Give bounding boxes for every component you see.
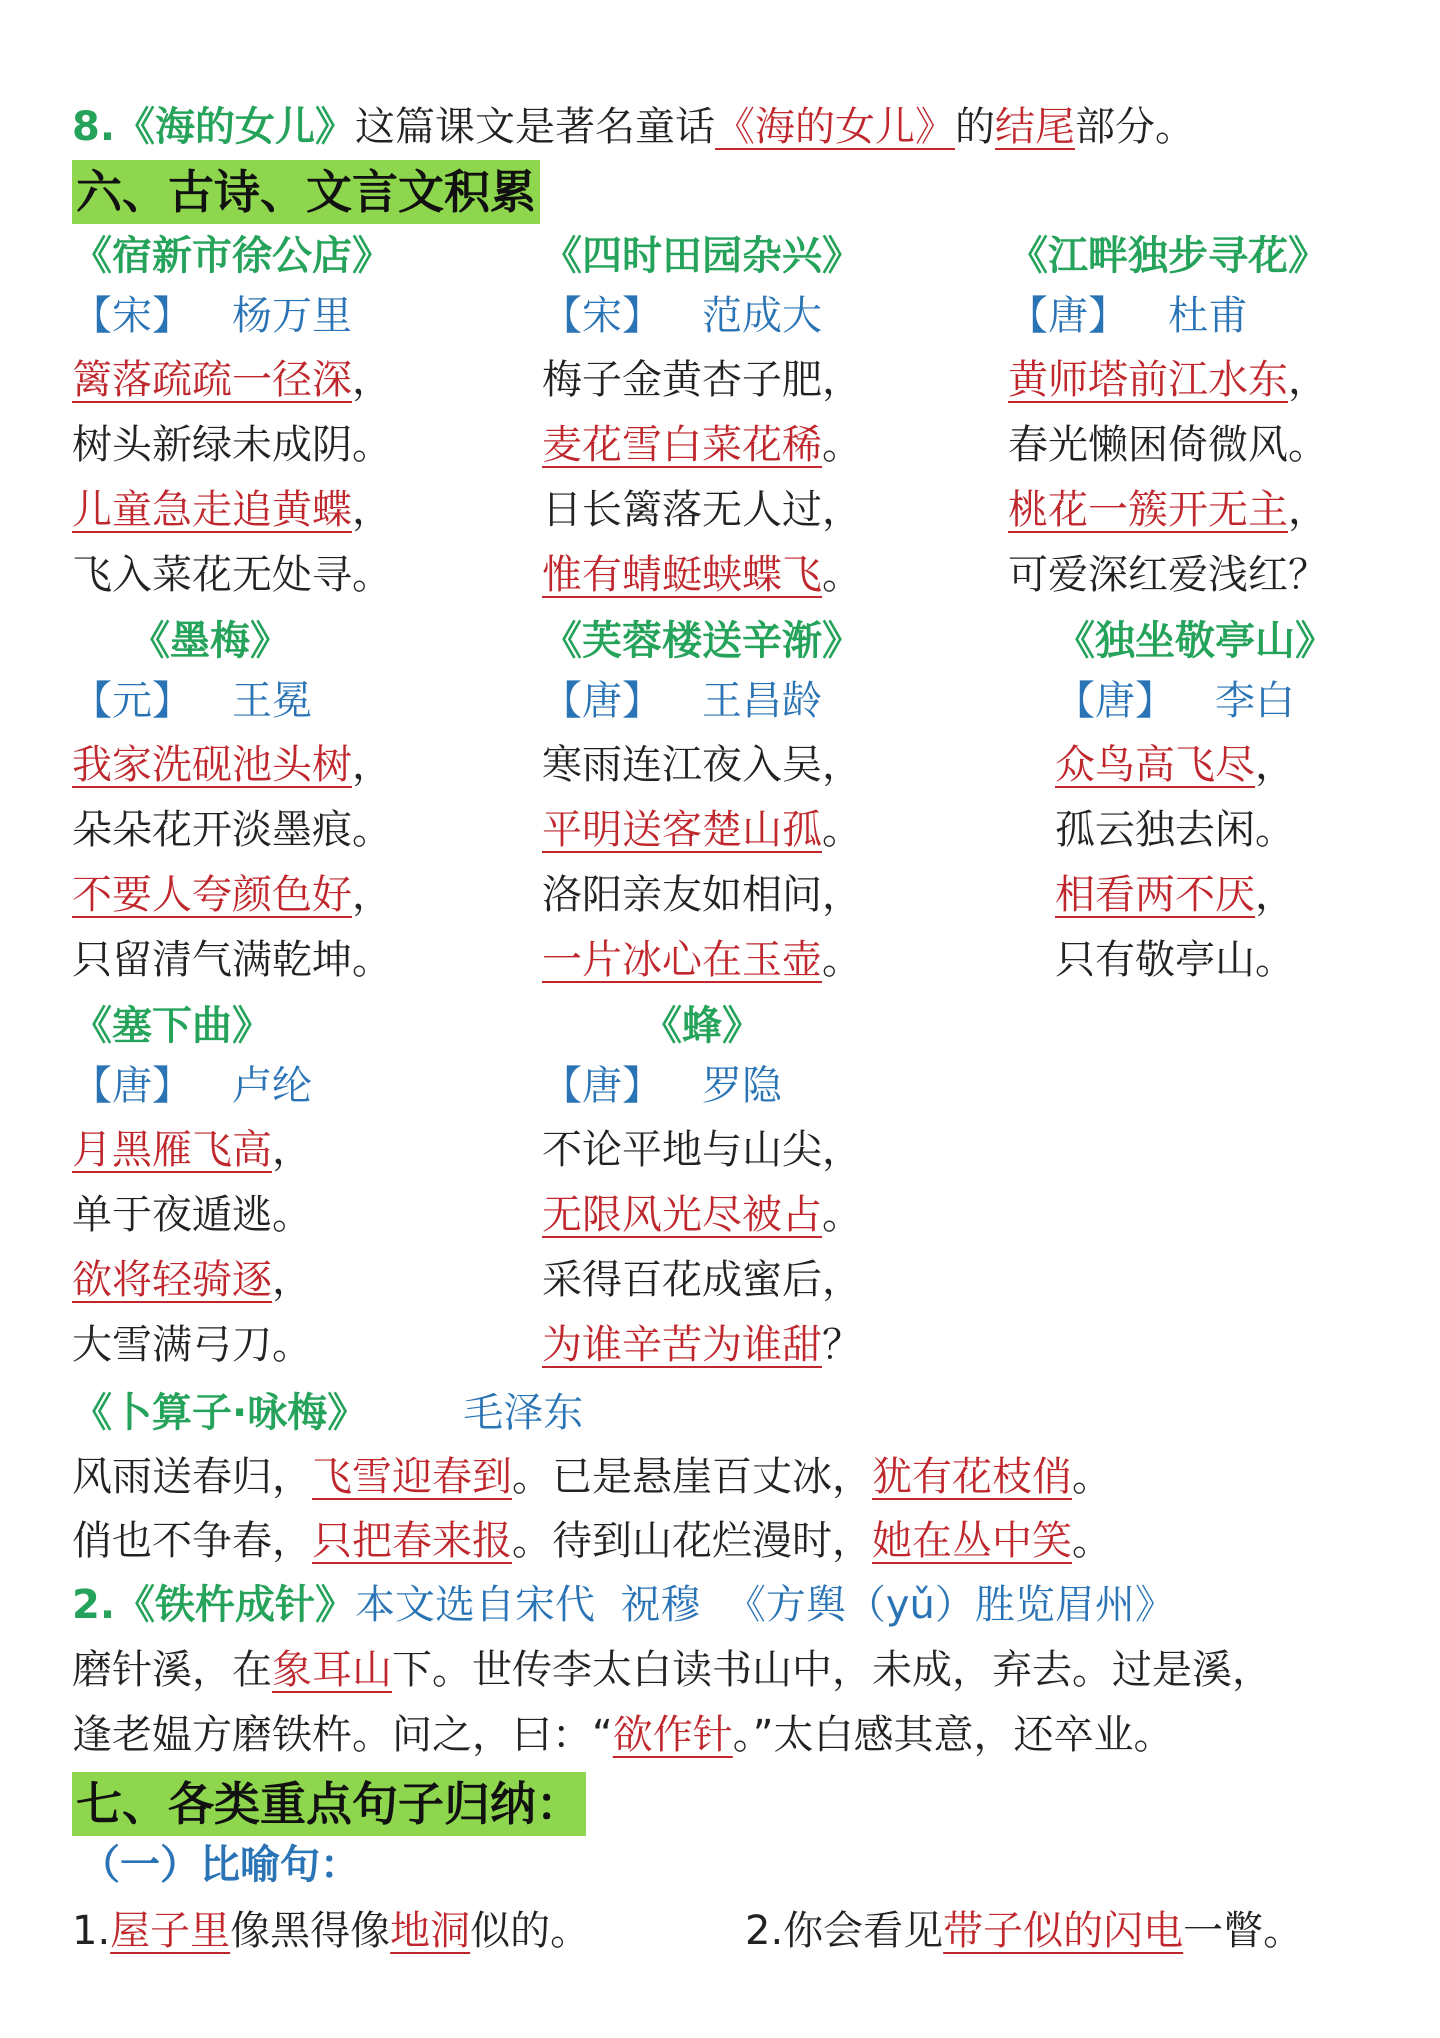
- punctuation: ，: [822, 1127, 862, 1173]
- highlight-text: 平明送客楚山孤: [542, 807, 822, 853]
- punctuation: ，: [822, 357, 862, 403]
- poem-line-text: 可爱深红爱浅红: [1008, 552, 1288, 598]
- poem-block: [542, 613, 862, 993]
- poem-author: 杨万里: [232, 293, 352, 339]
- poem-author: 杜甫: [1168, 293, 1248, 339]
- poem-author: 罗隐: [702, 1063, 782, 1109]
- poem-title: 《芙蓉楼送辛渐》: [542, 618, 862, 664]
- poem-line: [542, 478, 862, 543]
- highlight-text: 她在丛中笑: [872, 1518, 1072, 1564]
- punctuation: ，: [1288, 487, 1328, 533]
- poem-author-line: [1008, 284, 1328, 348]
- poem-line-text: 春光懒困倚微风: [1008, 422, 1288, 468]
- poem-dynasty: 【宋】: [542, 293, 662, 339]
- highlight-text: 相看两不厌: [1055, 872, 1255, 918]
- item-text: 这篇课文是著名童话: [355, 104, 716, 150]
- punctuation: 。: [1255, 937, 1295, 983]
- highlight-text: 地洞: [390, 1908, 471, 1954]
- poem-line: [72, 413, 392, 478]
- text-segment: 1.: [72, 1908, 111, 1954]
- poem-line-text: 日长篱落无人过: [542, 487, 822, 533]
- poem-line: [542, 1118, 862, 1183]
- punctuation: 。: [352, 552, 392, 598]
- poem-line-text: 大雪满弓刀: [72, 1322, 272, 1368]
- punctuation: ，: [822, 872, 862, 918]
- item-number: 8.: [72, 104, 116, 150]
- poem-line: [542, 413, 862, 478]
- poem-author-line: [72, 284, 392, 348]
- item-number: 2.: [72, 1582, 116, 1628]
- punctuation: 。: [822, 1192, 862, 1238]
- poem-line-text: 孤云独去闲: [1055, 807, 1255, 853]
- busuanzi-header: [72, 1388, 583, 1438]
- punctuation: ，: [352, 872, 392, 918]
- punctuation: 。: [1255, 807, 1295, 853]
- poem-block: [542, 228, 862, 608]
- poem-line: [1008, 348, 1328, 413]
- poem-dynasty: 【唐】: [542, 678, 662, 724]
- text-segment: 2.你会看见: [745, 1908, 944, 1954]
- highlight-text: 麦花雪白菜花稀: [542, 422, 822, 468]
- tiechu-header: [72, 1580, 1175, 1630]
- text-segment: 似的。: [470, 1908, 591, 1954]
- poem-line-text: 飞入菜花无处寻: [72, 552, 352, 598]
- poem-line: [72, 1183, 312, 1248]
- poem-author-line: [542, 1054, 862, 1118]
- highlight-text: 欲将轻骑逐: [72, 1257, 272, 1303]
- busuanzi-line: [72, 1516, 1112, 1566]
- punctuation: 。: [272, 1192, 312, 1238]
- poem-line-text: 只有敬亭山: [1055, 937, 1255, 983]
- poem-author-line: [1055, 669, 1335, 733]
- poem-dynasty: 【唐】: [1008, 293, 1128, 339]
- poem-line-text: 树头新绿未成阴: [72, 422, 352, 468]
- text-segment: 磨针溪，在: [72, 1647, 272, 1693]
- poem-dynasty: 【唐】: [1055, 678, 1175, 724]
- highlight-text: 惟有蜻蜓蛱蝶飞: [542, 552, 822, 598]
- poem-author-line: [542, 669, 862, 733]
- poem-line: [72, 1313, 312, 1378]
- poem-line: [72, 863, 392, 928]
- punctuation: 。: [822, 937, 862, 983]
- item-text: 部分。: [1075, 104, 1196, 150]
- text-segment: 风雨送春归，: [72, 1454, 312, 1500]
- text-segment: 逢老媪方磨铁杵。问之，曰：“: [72, 1712, 613, 1758]
- highlight-text: 无限风光尽被占: [542, 1192, 822, 1238]
- text-segment: 一瞥。: [1183, 1908, 1304, 1954]
- poem-line-text: 只留清气满乾坤: [72, 937, 352, 983]
- punctuation: 。: [822, 422, 862, 468]
- poem-block: [542, 998, 862, 1378]
- highlight-text: 不要人夸颜色好: [72, 872, 352, 918]
- poem-line: [542, 928, 862, 993]
- poem-author: 毛泽东: [463, 1390, 584, 1436]
- punctuation: 。: [1288, 422, 1328, 468]
- poem-block: [1008, 228, 1328, 608]
- punctuation: 。: [272, 1322, 312, 1368]
- punctuation: ，: [822, 742, 862, 788]
- punctuation: ，: [1255, 742, 1295, 788]
- poem-title: 《四时田园杂兴》: [542, 233, 862, 279]
- highlight-text: 我家洗砚池头树: [72, 742, 352, 788]
- highlight-text: 月黑雁飞高: [72, 1127, 272, 1173]
- highlight-text: 带子似的闪电: [943, 1908, 1184, 1954]
- punctuation: ，: [272, 1257, 312, 1303]
- highlight-text: 结尾: [995, 104, 1076, 150]
- poem-author: 李白: [1215, 678, 1295, 724]
- punctuation: 。: [352, 937, 392, 983]
- poem-line-text: 梅子金黄杏子肥: [542, 357, 822, 403]
- section-heading-6: 六、古诗、文言文积累: [72, 160, 540, 224]
- poem-block: [72, 228, 392, 608]
- poem-title: 《独坐敬亭山》: [1055, 618, 1335, 664]
- item-text: 的: [955, 104, 996, 150]
- punctuation: ，: [822, 1257, 862, 1303]
- poem-line: [72, 1118, 312, 1183]
- highlight-text: 屋子里: [110, 1908, 231, 1954]
- highlight-text: 欲作针: [612, 1712, 733, 1758]
- poem-author-line: [542, 284, 862, 348]
- poem-title: 《墨梅》: [130, 618, 290, 664]
- punctuation: ，: [352, 357, 392, 403]
- poem-line: [1055, 733, 1335, 798]
- sentence-2: [745, 1906, 1303, 1956]
- tiechu-line: [72, 1645, 1272, 1695]
- poem-line: [72, 543, 392, 608]
- section-heading-7: 七、各类重点句子归纳：: [72, 1772, 586, 1836]
- poem-line: [72, 928, 392, 993]
- poem-line: [542, 1183, 862, 1248]
- poem-dynasty: 【唐】: [72, 1063, 192, 1109]
- poem-line: [1008, 543, 1328, 608]
- poem-line: [72, 733, 392, 798]
- poem-line: [542, 543, 862, 608]
- poem-line: [542, 863, 862, 928]
- poem-line-text: 洛阳亲友如相问: [542, 872, 822, 918]
- poem-author: 王昌龄: [702, 678, 822, 724]
- punctuation: ？: [822, 1322, 862, 1368]
- item-title: 《铁杵成针》: [115, 1582, 356, 1628]
- poem-line-text: 寒雨连江夜入吴: [542, 742, 822, 788]
- poem-line: [1008, 478, 1328, 543]
- source-text: 本文选自宋代 祝穆 《方舆（yǔ）胜览眉州》: [355, 1582, 1175, 1628]
- poem-title: 《卜算子·咏梅》: [72, 1390, 368, 1436]
- punctuation: ，: [1288, 357, 1328, 403]
- punctuation: 。: [822, 807, 862, 853]
- tiechu-line: [72, 1710, 1173, 1760]
- punctuation: ，: [352, 487, 392, 533]
- punctuation: 。: [352, 807, 392, 853]
- poem-title: 《蜂》: [642, 1003, 762, 1049]
- poem-line: [542, 798, 862, 863]
- poem-title: 《江畔独步寻花》: [1008, 233, 1328, 279]
- poem-author: 范成大: [702, 293, 822, 339]
- poem-dynasty: 【宋】: [72, 293, 192, 339]
- punctuation: ，: [1255, 872, 1295, 918]
- poem-line: [1055, 863, 1335, 928]
- highlight-text: 《海的女儿》: [715, 104, 956, 150]
- punctuation: ，: [272, 1127, 312, 1173]
- poem-title: 《塞下曲》: [72, 1003, 272, 1049]
- poem-dynasty: 【元】: [72, 678, 192, 724]
- poem-author: 王冕: [232, 678, 312, 724]
- poem-line: [542, 733, 862, 798]
- poem-line: [542, 1248, 862, 1313]
- text-segment: 俏也不争春，: [72, 1518, 312, 1564]
- punctuation: 。: [822, 552, 862, 598]
- busuanzi-line: [72, 1452, 1112, 1502]
- poem-line: [72, 798, 392, 863]
- poem-author-line: [72, 669, 392, 733]
- highlight-text: 犹有花枝俏: [872, 1454, 1072, 1500]
- poem-line-text: 不论平地与山尖: [542, 1127, 822, 1173]
- poem-line: [542, 348, 862, 413]
- highlight-text: 只把春来报: [312, 1518, 512, 1564]
- poem-line: [1055, 798, 1335, 863]
- poem-line: [72, 1248, 312, 1313]
- highlight-text: 飞雪迎春到: [312, 1454, 512, 1500]
- highlight-text: 儿童急走追黄蝶: [72, 487, 352, 533]
- poem-line-text: 单于夜遁逃: [72, 1192, 272, 1238]
- punctuation: ，: [352, 742, 392, 788]
- item-8-line: [72, 102, 1195, 152]
- poem-author-line: [72, 1054, 312, 1118]
- poem-line-text: 朵朵花开淡墨痕: [72, 807, 352, 853]
- poem-line: [72, 478, 392, 543]
- poem-line: [1055, 928, 1335, 993]
- sentence-1: [72, 1906, 590, 1956]
- text-segment: 。待到山花烂漫时，: [512, 1518, 872, 1564]
- poem-line: [72, 348, 392, 413]
- highlight-text: 众鸟高飞尽: [1055, 742, 1255, 788]
- poem-line: [542, 1313, 862, 1378]
- item-title: 《海的女儿》: [115, 104, 356, 150]
- punctuation: 。: [352, 422, 392, 468]
- highlight-text: 黄师塔前江水东: [1008, 357, 1288, 403]
- text-segment: 。: [1072, 1518, 1112, 1564]
- highlight-text: 象耳山: [272, 1647, 392, 1693]
- poem-line: [1008, 413, 1328, 478]
- text-segment: 。”太白感其意，还卒业。: [732, 1712, 1174, 1758]
- poem-author: 卢纶: [232, 1063, 312, 1109]
- subsection-heading: （一）比喻句：: [80, 1842, 360, 1888]
- highlight-text: 一片冰心在玉壶: [542, 937, 822, 983]
- highlight-text: 篱落疏疏一径深: [72, 357, 352, 403]
- text-segment: 像黑得像: [230, 1908, 391, 1954]
- poem-block: [1055, 613, 1335, 993]
- highlight-text: 桃花一簇开无主: [1008, 487, 1288, 533]
- punctuation: ？: [1288, 552, 1328, 598]
- poem-title: 《宿新市徐公店》: [72, 233, 392, 279]
- text-segment: 下。世传李太白读书山中，未成，弃去。过是溪，: [392, 1647, 1272, 1693]
- highlight-text: 为谁辛苦为谁甜: [542, 1322, 822, 1368]
- poem-block: [72, 613, 392, 993]
- poem-dynasty: 【唐】: [542, 1063, 662, 1109]
- text-segment: 。已是悬崖百丈冰，: [512, 1454, 872, 1500]
- text-segment: 。: [1072, 1454, 1112, 1500]
- punctuation: ，: [822, 487, 862, 533]
- poem-line-text: 采得百花成蜜后: [542, 1257, 822, 1303]
- poem-block: [72, 998, 312, 1378]
